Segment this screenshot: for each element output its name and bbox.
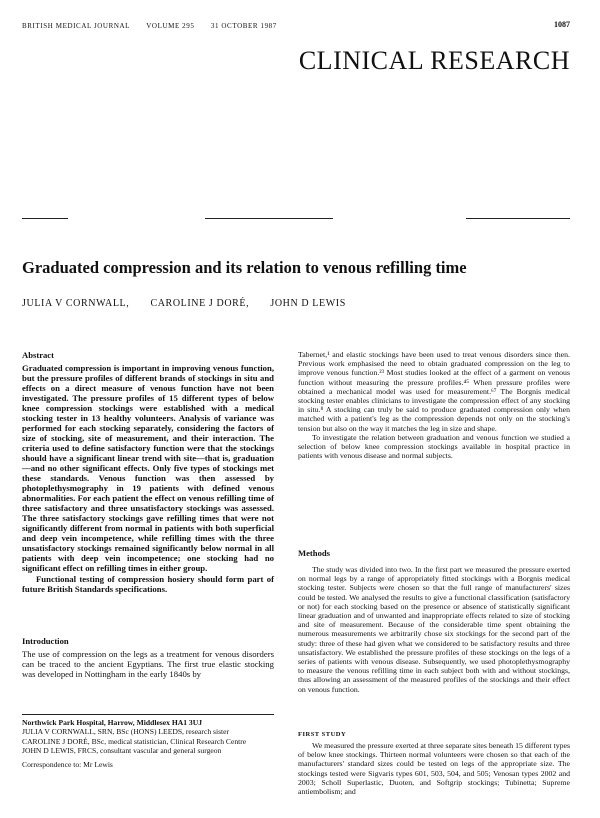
affiliation-rule <box>22 714 274 715</box>
introduction-text: The use of compression on the legs as a treatment for venous disorders can be traced to the ancient Egyptians. The first true elastic stocking was developed in Nottingham in the early 1840s by <box>22 649 274 679</box>
affiliation-line-1: JULIA V CORNWALL, SRN, BSc (HONS) LEEDS, research sister <box>22 727 230 737</box>
rule-left <box>22 218 68 219</box>
first-study-text: We measured the pressure exerted at three separate sites beneath 15 different types of below knee stockings. Thirteen normal volunteers were chosen so that each of the manufacturers' standard sizes could be tested on legs of the appropriate size. The stockings tested were Sigvaris types 601, 503, 504, and 505; Venosan types 2002 and 2003; Scholl Superlastic, Duoten, and Softgrip stockings; Tubinetta; Supreme antiembolism; and <box>298 741 570 797</box>
journal-volume: VOLUME 295 <box>146 22 195 30</box>
author-list <box>22 298 364 309</box>
methods-block <box>298 548 570 694</box>
intro-continued-paragraph: Tabernet,¹ and elastic stockings have been used to treat venous disorders since then. Previous work emphasised the need to obtain graduated compression on the leg to improve venous function.²³ Most studies looked at the effect of a garment on venous function without measuring the pressure profiles.⁴⁵ When pressure profiles were obtained a mechanical model was used for measurement.⁶⁷ The Borgnis medical stocking tester enables clinicians to investigate the compression effect of any stocking in situ.⁸ A stocking can truly be said to produce graduated compression only when matched with a patient's leg as the compression depends not only on the stocking's tension but also on the way it matches the leg in size and shape. <box>298 350 570 433</box>
right-column-intro <box>298 350 570 460</box>
abstract-paragraph-2: Functional testing of compression hosiery should form part of future British Standards specifications. <box>22 574 274 594</box>
journal-date: 31 OCTOBER 1987 <box>210 22 277 30</box>
rule-right <box>466 218 570 219</box>
first-study-heading: FIRST STUDY <box>298 731 347 738</box>
abstract-paragraph-1: Graduated compression is important in improving venous function, but the pressure profiles of different brands of stockings in situ and effects on a direct measure of venous function have not been investigated. The pressure profiles of 15 different types of below knee compression stockings were established with a medical stocking tester in 13 healthy volunteers. Analysis of variance was performed for each stocking separately, considering the factors of size of stocking, site of measurement, and their interaction. The criteria used to define satisfactory function were that the stockings should have a significant linear trend with site—that is, graduation—and no other significant effects. Only five types of stockings met these standards. Venous function was then assessed by photoplethysmography in 19 patients with defined venous abnormalities. For each patient the effect on venous refilling time of three satisfactory and three unsatisfactory stockings was assessed. The three satisfactory stockings gave refilling times that were not significantly different from normal in patients with both superficial and deep vein incompetence, while refilling times with the three unsatisfactory stockings remained significantly below normal in all patients with deep vein incompetence; one stocking had no significant effect on refilling times in either group. <box>22 363 274 573</box>
page-number: 1087 <box>554 20 570 29</box>
rule-middle <box>205 218 333 219</box>
affiliation-line-2: CAROLINE J DORÉ, BSc, medical statistician, Clinical Research Centre <box>22 736 247 746</box>
methods-text: The study was divided into two. In the first part we measured the pressure exerted on normal legs by a range of appropriately fitted stockings with a Borgnis medical stocking tester. Subjects were chosen so that the full range of manufacturers' sizes could be tested. We analysed the results to give a functional classification (satisfactory or not) for each stocking based on the presence or absence of statistically significant linear graduation and of unwanted and inappropriate effects related to size of stocking and site of measurement. Because of the considerable time spent obtaining the numerous measurements we arbitrarily chose six stockings for the second part of the study: three of these had given what we considered to be satisfactory results and three unsatisfactory. We established the pressure profiles of these stockings on the legs of a series of patients with venous disease. Subsequently, we used photoplethysmography to measure the venous refilling time in each subject both with and without stockings, thus allowing an assessment of the measured profiles of the stockings and their effect on venous function. <box>298 565 570 694</box>
running-head <box>22 22 291 30</box>
author-1: JULIA V CORNWALL, <box>22 298 130 309</box>
journal-name: BRITISH MEDICAL JOURNAL <box>22 22 131 30</box>
author-3: JOHN D LEWIS <box>270 298 346 309</box>
author-2: CAROLINE J DORÉ, <box>150 298 250 309</box>
affiliations <box>22 718 274 769</box>
affiliation-line-3: JOHN D LEWIS, FRCS, consultant vascular and general surgeon <box>22 746 222 756</box>
introduction-block <box>22 636 274 679</box>
investigation-paragraph: To investigate the relation between graduation and venous function we studied a selection of below knee compression stockings available in hospital practice in patients with venous disease and normal subjects. <box>298 432 570 461</box>
affiliation-hospital: Northwick Park Hospital, Harrow, Middlesex HA1 3UJ <box>22 718 202 727</box>
section-title: CLINICAL RESEARCH <box>298 46 570 75</box>
introduction-heading: Introduction <box>22 636 69 646</box>
article-title: Graduated compression and its relation to venous refilling time <box>22 258 467 277</box>
abstract-heading: Abstract <box>22 350 54 360</box>
abstract-block <box>22 350 274 594</box>
first-study-block <box>298 731 570 796</box>
correspondence: Correspondence to: Mr Lewis <box>22 759 113 769</box>
methods-heading: Methods <box>298 548 330 558</box>
